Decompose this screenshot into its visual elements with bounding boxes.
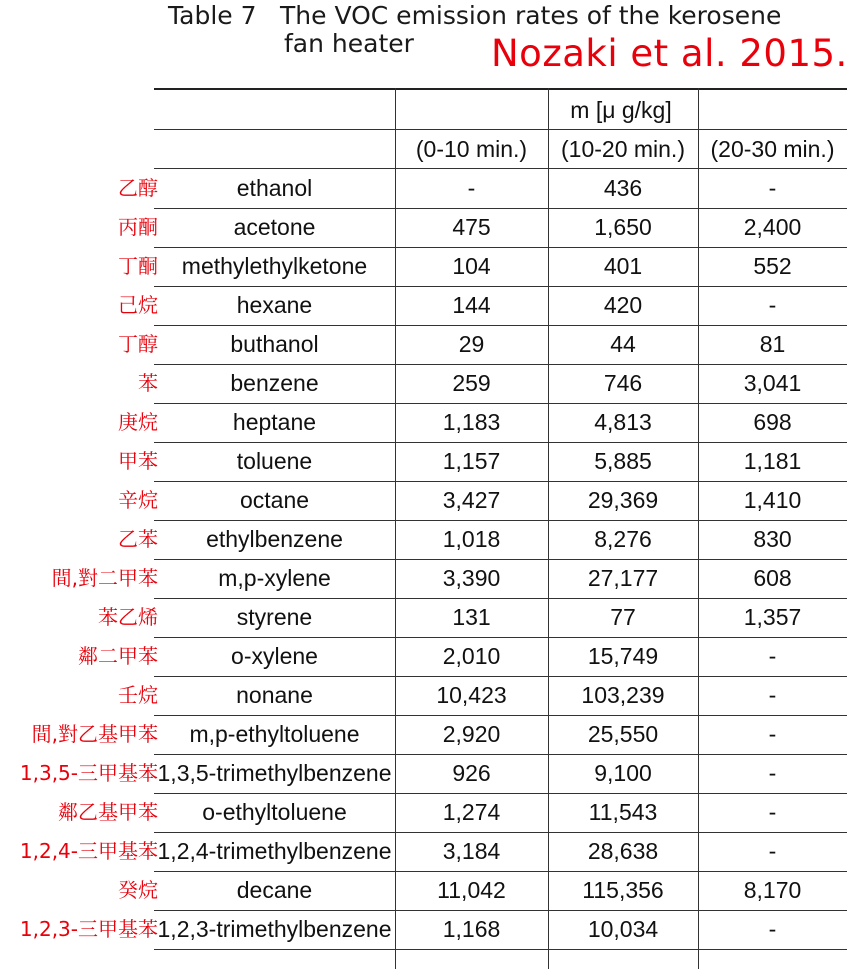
- value-0-10: 3,390: [442, 565, 501, 591]
- value-10-20: 25,550: [587, 721, 659, 747]
- compound-name: 1,2,3-trimethylbenzene: [157, 916, 392, 942]
- table-row: [154, 286, 847, 325]
- chinese-compound-name: 鄰二甲苯: [78, 644, 158, 668]
- compound-name: nonane: [236, 682, 313, 708]
- value-0-10: 3,427: [442, 487, 501, 513]
- compound-name: 1,2,4-trimethylbenzene: [157, 838, 392, 864]
- value-0-10: 1,274: [442, 799, 501, 825]
- chinese-compound-name: 丁醇: [118, 332, 158, 356]
- value-10-20: 15,749: [587, 643, 659, 669]
- value-20-30: 552: [753, 253, 792, 279]
- title-text: The VOC emission rates of the kerosene: [280, 1, 782, 30]
- value-20-30: -: [768, 721, 777, 747]
- compound-name: o-ethyltoluene: [202, 799, 347, 825]
- value-10-20: 9,100: [594, 760, 652, 786]
- chinese-compound-name: 辛烷: [118, 488, 158, 512]
- value-10-20: 10,034: [587, 916, 659, 942]
- value-20-30: 1,357: [743, 604, 802, 630]
- value-20-30: -: [768, 916, 777, 942]
- value-20-30: 698: [753, 409, 792, 435]
- value-20-30: -: [768, 292, 777, 318]
- value-0-10: 3,184: [442, 838, 501, 864]
- chinese-compound-name: 癸烷: [118, 878, 158, 902]
- value-20-30: 830: [753, 526, 792, 552]
- compound-name: acetone: [233, 214, 316, 240]
- value-10-20: 77: [610, 604, 636, 630]
- column-header-20-30: (20-30 min.): [710, 136, 835, 162]
- value-0-10: 104: [452, 253, 491, 279]
- compound-name: m,p-xylene: [218, 565, 331, 591]
- table-row: [154, 871, 847, 910]
- value-20-30: -: [768, 799, 777, 825]
- table-row: [154, 910, 847, 949]
- value-10-20: 27,177: [587, 565, 659, 591]
- chinese-compound-name: 1,2,4-三甲基苯: [19, 839, 158, 863]
- compound-name: heptane: [232, 409, 317, 435]
- table-row: [154, 169, 847, 208]
- value-20-30: -: [768, 838, 777, 864]
- value-20-30: 2,400: [743, 214, 802, 240]
- value-0-10: 10,423: [436, 682, 507, 708]
- value-10-20: 746: [603, 370, 643, 396]
- compound-name: 1,3,5-trimethylbenzene: [157, 760, 392, 786]
- chinese-compound-name: 壬烷: [118, 683, 158, 707]
- compound-name: styrene: [236, 604, 313, 630]
- compound-name: buthanol: [230, 331, 319, 357]
- value-20-30: -: [768, 643, 777, 669]
- value-20-30: 8,170: [743, 877, 802, 903]
- value-20-30: 608: [753, 565, 792, 591]
- table-row: [154, 442, 847, 481]
- value-0-10: 144: [452, 292, 491, 318]
- compound-name: benzene: [230, 370, 319, 396]
- value-10-20: 103,239: [581, 682, 665, 708]
- column-header-0-10: (0-10 min.): [415, 136, 528, 162]
- table-row: [154, 520, 847, 559]
- chinese-compound-name: 間,對乙基甲苯: [31, 722, 158, 746]
- chinese-compound-name: 間,對二甲苯: [51, 566, 158, 590]
- citation: Nozaki et al. 2015.: [491, 32, 848, 75]
- value-20-30: -: [768, 682, 777, 708]
- value-10-20: 8,276: [594, 526, 652, 552]
- chinese-compound-name: 苯乙烯: [98, 605, 158, 629]
- table-row: [154, 403, 847, 442]
- table-row: [154, 247, 847, 286]
- value-0-10: 2,920: [442, 721, 501, 747]
- value-0-10: 131: [452, 604, 491, 630]
- value-10-20: 115,356: [582, 877, 664, 903]
- chinese-compound-name: 乙醇: [118, 176, 158, 200]
- table-row: [154, 481, 847, 520]
- table-row: [154, 559, 847, 598]
- compound-name: octane: [239, 487, 310, 513]
- value-10-20: 4,813: [594, 409, 652, 435]
- unit-header: m [μ g/kg]: [570, 97, 672, 123]
- chinese-compound-name: 苯: [138, 371, 158, 395]
- value-10-20: 1,650: [594, 214, 652, 240]
- title-line-1: [168, 2, 848, 30]
- value-0-10: 926: [452, 760, 491, 786]
- chinese-compound-name: 甲苯: [118, 449, 158, 473]
- value-0-10: 1,168: [442, 916, 501, 942]
- chinese-compound-name: 丁酮: [118, 254, 158, 278]
- value-0-10: 259: [452, 370, 491, 396]
- compound-name: m,p-ethyltoluene: [189, 721, 360, 747]
- compound-name: decane: [236, 877, 313, 903]
- value-10-20: 436: [603, 175, 643, 201]
- value-0-10: 475: [452, 214, 491, 240]
- table-row: [154, 754, 847, 793]
- table-row: [154, 793, 847, 832]
- compound-name: toluene: [236, 448, 313, 474]
- value-0-10: -: [467, 175, 476, 201]
- table-number: Table 7: [168, 1, 257, 30]
- value-0-10: 1,183: [442, 409, 501, 435]
- table-row: [154, 598, 847, 637]
- value-10-20: 29,369: [587, 487, 659, 513]
- chinese-compound-name: 鄰乙基甲苯: [58, 800, 158, 824]
- compound-name: methylethylketone: [181, 253, 368, 279]
- row-rule: [154, 949, 847, 950]
- table-row: [154, 715, 847, 754]
- value-0-10: 1,018: [442, 526, 501, 552]
- title-line-2: fan heater: [284, 29, 414, 58]
- value-20-30: -: [768, 760, 777, 786]
- chinese-compound-name: 乙苯: [118, 527, 158, 551]
- column-header-10-20: (10-20 min.): [561, 136, 685, 162]
- value-20-30: -: [768, 175, 777, 201]
- value-10-20: 401: [603, 253, 643, 279]
- chinese-compound-name: 己烷: [118, 293, 158, 317]
- value-10-20: 28,638: [587, 838, 659, 864]
- table-row: [154, 676, 847, 715]
- table-row: [154, 364, 847, 403]
- compound-name: ethanol: [236, 175, 313, 201]
- value-0-10: 11,042: [437, 877, 506, 903]
- value-10-20: 420: [603, 292, 643, 318]
- compound-name: hexane: [236, 292, 313, 318]
- value-0-10: 2,010: [442, 643, 501, 669]
- value-0-10: 1,157: [442, 448, 501, 474]
- table-row: [154, 637, 847, 676]
- value-10-20: 5,885: [594, 448, 652, 474]
- chinese-compound-name: 庚烷: [118, 410, 158, 434]
- value-20-30: 1,181: [743, 448, 802, 474]
- table-row: [154, 325, 847, 364]
- chinese-compound-name: 1,3,5-三甲基苯: [19, 761, 158, 785]
- value-20-30: 81: [759, 331, 786, 357]
- header-unit-rule: [154, 129, 847, 130]
- chinese-compound-name: 丙酮: [118, 215, 158, 239]
- value-10-20: 11,543: [588, 799, 658, 825]
- compound-name: o-xylene: [231, 643, 318, 669]
- table-top-rule: [154, 88, 847, 90]
- value-0-10: 29: [458, 331, 485, 357]
- value-10-20: 44: [610, 331, 636, 357]
- table-row: [154, 832, 847, 871]
- table-row: [154, 208, 847, 247]
- compound-name: ethylbenzene: [206, 526, 343, 552]
- chinese-compound-name: 1,2,3-三甲基苯: [19, 917, 158, 941]
- value-20-30: 3,041: [743, 370, 802, 396]
- value-20-30: 1,410: [743, 487, 802, 513]
